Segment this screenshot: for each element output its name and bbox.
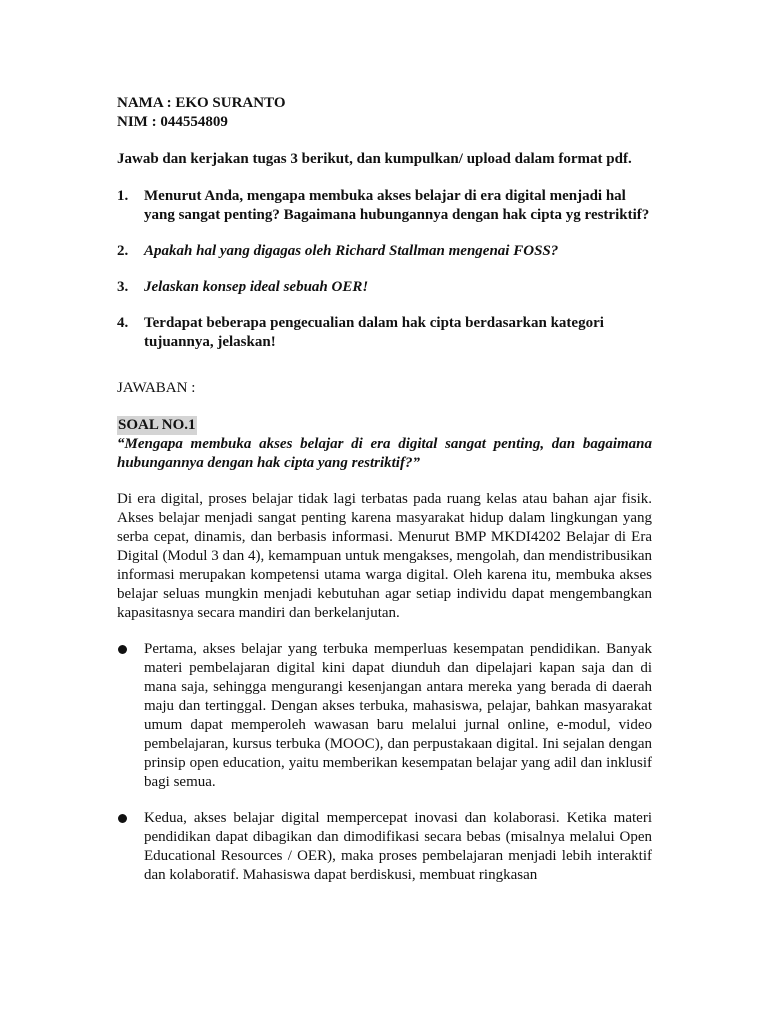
soal-quote: “Mengapa membuka akses belajar di era digital sangat penting, dan bagaimana hubungannya dengan hak cipta yang restriktif?” — [117, 436, 652, 471]
soal-1-section — [117, 416, 652, 885]
question-text: Menurut Anda, mengapa membuka akses belajar di era digital menjadi hal yang sangat penting? Bagaimana hubungannya dengan hak cipta yg restriktif? — [144, 188, 650, 223]
instruction-text: Jawab dan kerjakan tugas 3 berikut, dan kumpulkan/ upload dalam format pdf. — [117, 151, 632, 167]
question-number: 4. — [117, 315, 129, 331]
student-name: NAMA : EKO SURANTO — [117, 95, 286, 111]
list-item — [117, 640, 652, 792]
bullet-text: Kedua, akses belajar digital mempercepat inovasi dan kolaborasi. Ketika materi pendidikan dapat dibagikan dan dimodifikasi secara bebas (misalnya melalui Open Educational Resources / OER), maka proses pembelajaran menjadi lebih interaktif dan kolaboratif. Mahasiswa dapat berdiskusi, membuat ringkasan — [144, 810, 652, 883]
list-item — [117, 809, 652, 885]
answer-heading: JAWABAN : — [117, 380, 196, 396]
question-item — [117, 242, 652, 261]
question-item — [117, 278, 652, 297]
bullet-text: Pertama, akses belajar yang terbuka memperluas kesempatan pendidikan. Banyak materi pembelajaran digital kini dapat diunduh dan dipelajari kapan saja dan di mana saja, sehingga mengurangi kesenjangan antara mereka yang berada di daerah maju dan tertinggal. Dengan akses terbuka, mahasiswa, pelajar, bahkan masyarakat umum dapat memperoleh wawasan baru melalui jurnal online, e-modul, video pembelajaran, kursus terbuka (MOOC), dan perpustakaan digital. Ini sejalan dengan prinsip open education, yaitu memberikan kesempatan belajar yang adil dan inklusif bagi semua. — [144, 641, 652, 790]
student-header — [117, 94, 652, 132]
student-nim: NIM : 044554809 — [117, 114, 228, 130]
question-item — [117, 187, 652, 225]
question-number: 3. — [117, 279, 129, 295]
bullet-icon — [117, 640, 144, 792]
question-list — [117, 187, 652, 352]
document-page — [117, 94, 652, 902]
bullet-icon — [117, 809, 144, 885]
question-number: 2. — [117, 243, 129, 259]
question-number: 1. — [117, 188, 129, 204]
question-item — [117, 314, 652, 352]
question-text: Jelaskan konsep ideal sebuah OER! — [144, 279, 369, 295]
soal-label: SOAL NO.1 — [118, 417, 196, 433]
answer-paragraph: Di era digital, proses belajar tidak lagi terbatas pada ruang kelas atau bahan ajar fisik. Akses belajar menjadi sangat penting karena masyarakat hidup dalam lingkungan yang serba cepat, dinamis, dan berbasis informasi. Menurut BMP MKDI4202 Belajar di Era Digital (Modul 3 dan 4), kemampuan untuk mengakses, mengolah, dan mendistribusikan informasi merupakan kompetensi utama warga digital. Oleh karena itu, membuka akses belajar seluas mungkin menjadi kebutuhan agar setiap individu dapat mengembangkan kapasitasnya secara mandiri dan berkelanjutan. — [117, 491, 652, 621]
question-text: Terdapat beberapa pengecualian dalam hak cipta berdasarkan kategori tujuannya, jelaskan! — [144, 315, 604, 350]
question-text: Apakah hal yang digagas oleh Richard Stallman mengenai FOSS? — [144, 243, 559, 259]
